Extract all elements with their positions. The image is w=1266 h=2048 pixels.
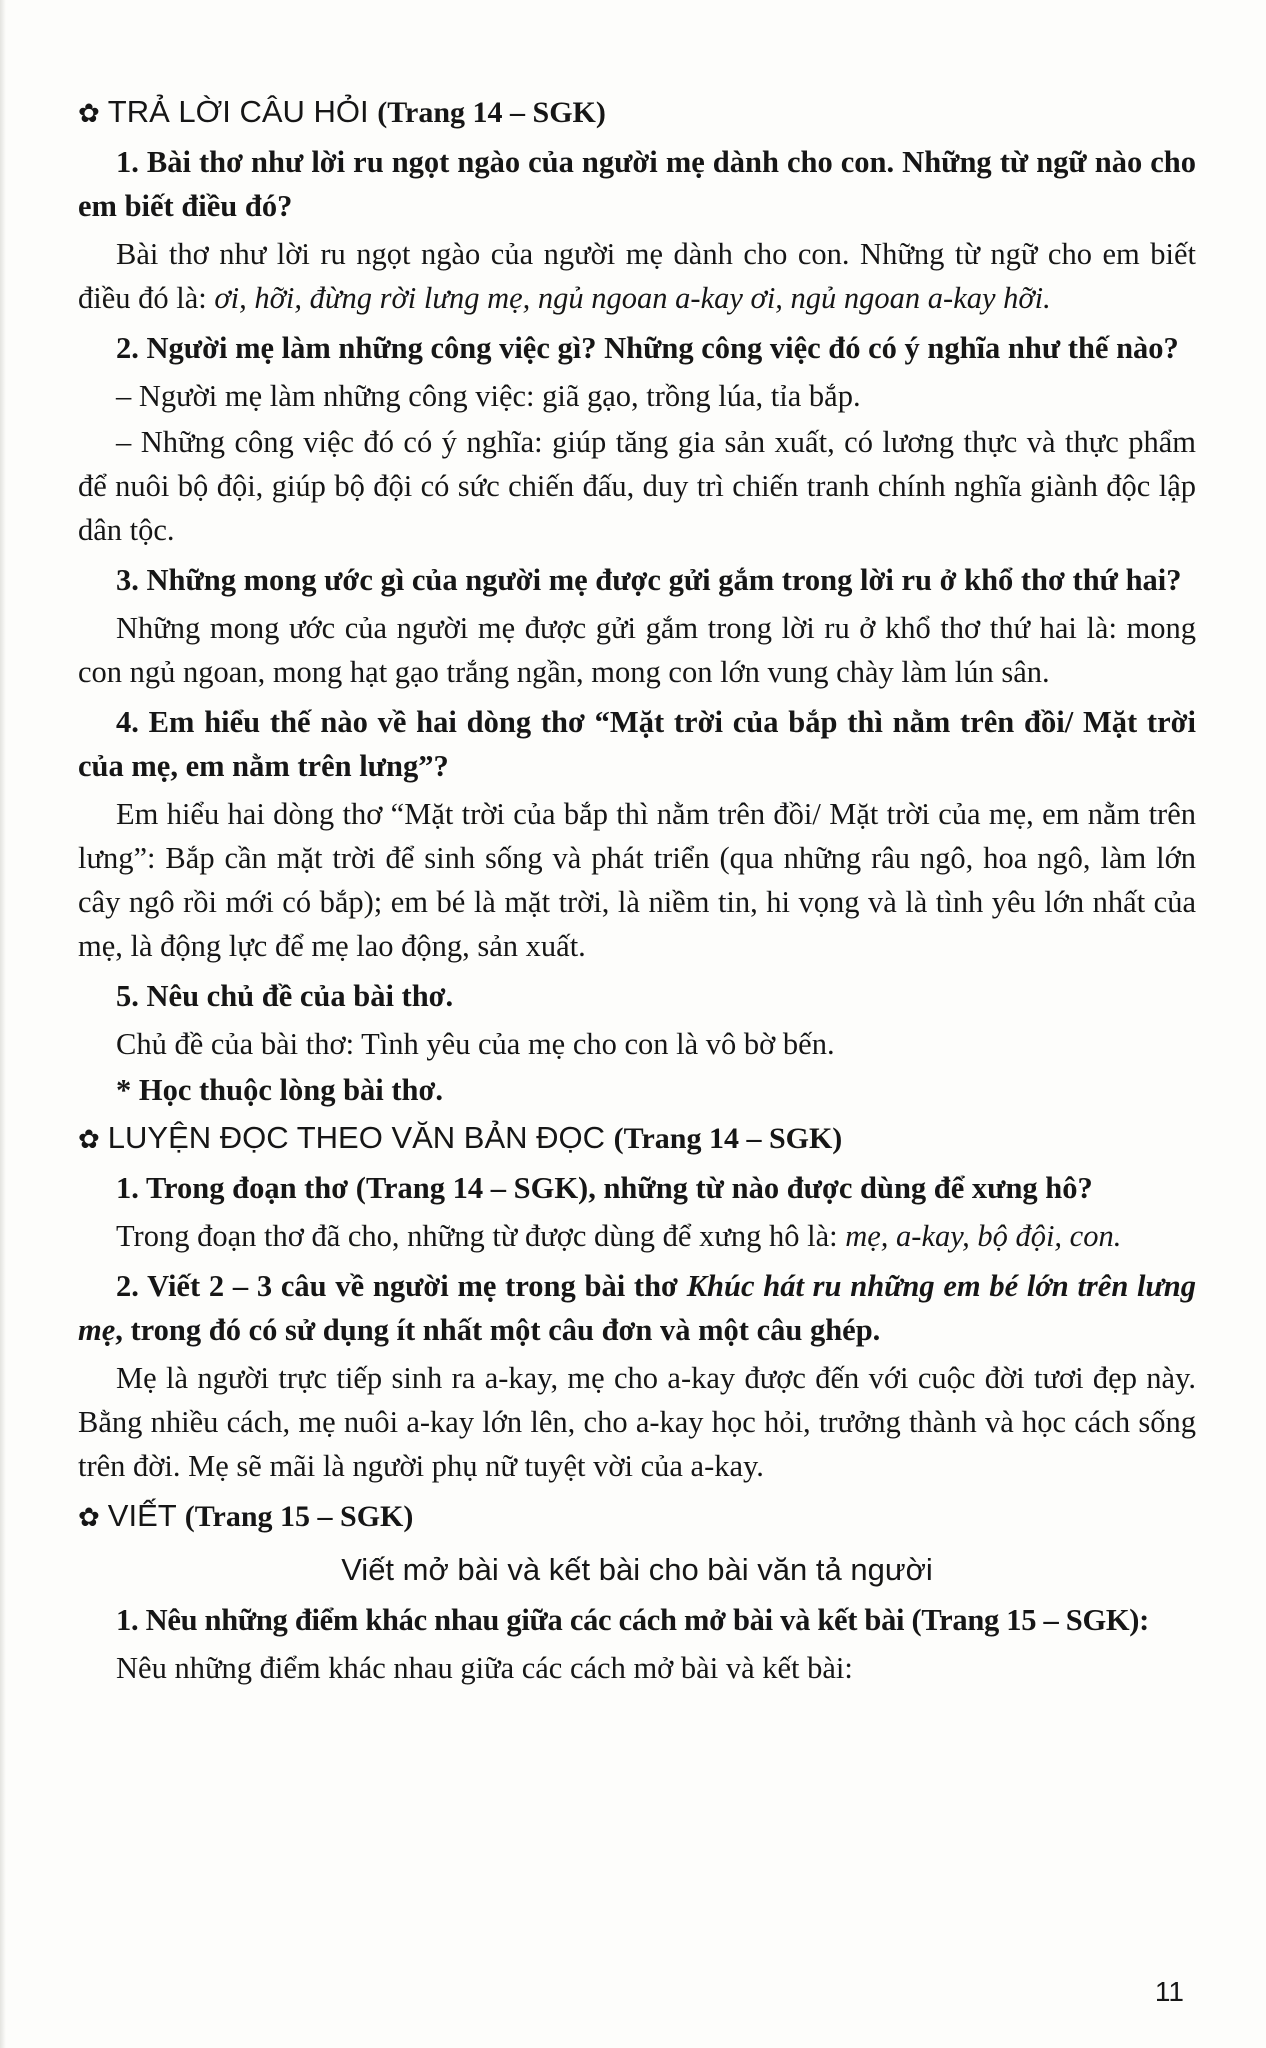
section-title: TRẢ LỜI CÂU HỎI [107, 94, 369, 129]
answer-5: Chủ đề của bài thơ: Tình yêu của mẹ cho con là vô bờ bến. [116, 1027, 835, 1061]
writing-answer-1: Nêu những điểm khác nhau giữa các cách mở bài và kết bài: [116, 1651, 853, 1685]
reading-answer-2: Mẹ là người trực tiếp sinh ra a-kay, mẹ cho a-kay được đến với cuộc đời tươi đẹp này. Bằng nhiều cách, mẹ nuôi a-kay lớn lên, cho a-kay học hỏi, trưởng thành và học cách sống trên đời. Mẹ sẽ mãi là người phụ nữ tuyệt vời của a-kay. [78, 1361, 1196, 1483]
reading-question-2-tail: , trong đó có sử dụng ít nhất một câu đơn và một câu ghép. [115, 1313, 881, 1347]
textbook-page [78, 88, 1196, 1696]
flower-bullet-icon: ✿ [78, 99, 100, 129]
answer-4: Em hiểu hai dòng thơ “Mặt trời của bắp thì nằm trên đồi/ Mặt trời của mẹ, em nằm trên lưng”: Bắp cần mặt trời để sinh sống và phát triển (qua những râu ngô, hoa ngô, làm lớn cây ngô rồi mới có bắp); em bé là mặt trời, là niềm tin, hi vọng và là tình yêu lớn nhất của mẹ, là động lực để mẹ lao động, sản xuất. [78, 797, 1196, 963]
reading-question-2-lead: 2. Viết 2 – 3 câu về người mẹ trong bài thơ [116, 1269, 687, 1303]
section-page-ref: (Trang 14 – SGK) [613, 1122, 843, 1155]
answer-1 [78, 232, 1196, 320]
page-edge-shadow [0, 0, 6, 2048]
section-title: VIẾT [107, 1498, 177, 1533]
section-heading-answers [78, 90, 1196, 136]
writing-subtitle: Viết mở bài và kết bài cho bài văn tả người [341, 1552, 933, 1587]
question-4: 4. Em hiểu thế nào về hai dòng thơ “Mặt trời của bắp thì nằm trên đồi/ Mặt trời của mẹ, em nằm trên lưng”? [78, 705, 1196, 783]
question-3: 3. Những mong ước gì của người mẹ được gửi gắm trong lời ru ở khổ thơ thứ hai? [116, 563, 1182, 597]
section-page-ref: (Trang 14 – SGK) [377, 96, 606, 129]
page-number: 11 [1154, 1976, 1184, 2007]
writing-question-1: 1. Nêu những điểm khác nhau giữa các cách mở bài và kết bài (Trang 15 – SGK): [116, 1603, 1150, 1637]
question-5: 5. Nêu chủ đề của bài thơ. [116, 979, 454, 1013]
answer-3: Những mong ước của người mẹ được gửi gắm trong lời ru ở khổ thơ thứ hai là: mong con ngủ ngoan, mong hạt gạo trắng ngần, mong con lớn vung chày làm lún sân. [78, 611, 1196, 689]
reading-answer-1 [78, 1214, 1196, 1258]
reading-question-1: 1. Trong đoạn thơ (Trang 14 – SGK), những từ nào được dùng để xưng hô? [116, 1171, 1093, 1205]
section-heading-reading [78, 1116, 1196, 1162]
answer-2-line-1: – Người mẹ làm những công việc: giã gạo, trồng lúa, tỉa bắp. [116, 379, 861, 413]
reading-answer-1-italic: mẹ, a-kay, bộ đội, con. [845, 1219, 1122, 1253]
section-heading-writing [78, 1494, 1196, 1540]
flower-bullet-icon: ✿ [78, 1125, 100, 1155]
memorize-note: * Học thuộc lòng bài thơ. [116, 1073, 444, 1107]
question-2: 2. Người mẹ làm những công việc gì? Những công việc đó có ý nghĩa như thế nào? [116, 331, 1179, 365]
flower-bullet-icon: ✿ [78, 1503, 100, 1533]
question-1: 1. Bài thơ như lời ru ngọt ngào của người mẹ dành cho con. Những từ ngữ nào cho em biết điều đó? [78, 145, 1196, 223]
reading-question-2 [78, 1264, 1196, 1352]
answer-2-line-2: – Những công việc đó có ý nghĩa: giúp tăng gia sản xuất, có lương thực và thực phẩm để nuôi bộ đội, giúp bộ đội có sức chiến đấu, duy trì chiến tranh chính nghĩa giành độc lập dân tộc. [78, 425, 1196, 547]
poem-title: Khúc hát ru những em bé lớn trên lưng mẹ [78, 1269, 1197, 1347]
section-title: LUYỆN ĐỌC THEO VĂN BẢN ĐỌC [107, 1120, 606, 1155]
reading-answer-1-text: Trong đoạn thơ đã cho, những từ được dùng để xưng hô là: [116, 1219, 846, 1253]
section-page-ref: (Trang 15 – SGK) [184, 1500, 414, 1533]
answer-1-text: Bài thơ như lời ru ngọt ngào của người mẹ dành cho con. Những từ ngữ cho em biết điều đó là: [78, 237, 1196, 315]
answer-1-italic: ơi, hỡi, đừng rời lưng mẹ, ngủ ngoan a-kay ơi, ngủ ngoan a-kay hỡi. [214, 281, 1051, 315]
